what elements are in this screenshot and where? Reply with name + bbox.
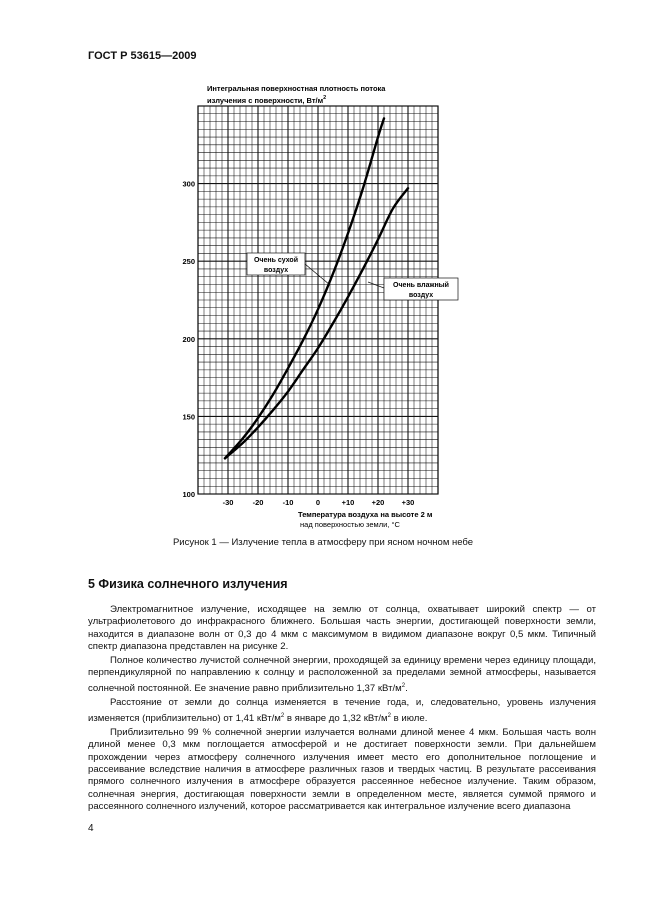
chart-axes xyxy=(182,106,438,507)
x-axis-title-line1: Температура воздуха на высоте 2 м xyxy=(298,510,433,519)
x-tick-label: +10 xyxy=(341,498,355,507)
x-tick-label: -30 xyxy=(222,498,234,507)
y-axis-title-line1: Интегральная поверхностная плотность потока xyxy=(207,84,386,93)
paragraph-1: Электромагнитное излучение, исходящее на землю от солнца, охватывает широкий спектр — от ультрафиолетового до инфракрасного ближнего. Большая часть энергии, достигающей поверхности земли, находится в диапазоне волн от 0,3 до 4 мкм с максимумом в видимом диапазоне вокруг 0,5 мкм. Типичный спектр диапазона представлен на рисунке 2. xyxy=(88,604,596,652)
body-text xyxy=(88,604,596,815)
paragraph-2: Полное количество лучистой солнечной энергии, проходящей за единицу времени через единицу площади, перпендикулярной по направлению к солнцу и расположенной за пределами земной атмосферы, называется солнечной постоянной. Ее значение равно приблизительно 1,37 кВт/$м^2$. xyxy=(88,655,596,694)
chart-series xyxy=(225,118,408,458)
y-tick-label: 300 xyxy=(182,179,195,189)
paragraph-3: Расстояние от земли до солнца изменяется в течение года, и, следовательно, уровень излучения изменяется (приблизительно) от 1,41 кВт/$м^2$ в январе до 1,32 кВт/$м^2$ в июле. xyxy=(88,697,596,724)
annotation-dry-air-line1: Очень сухой xyxy=(253,257,299,264)
y-tick-label: 250 xyxy=(182,257,195,267)
x-tick-label: +20 xyxy=(371,498,385,507)
annotation-humid-air-line2: воздух xyxy=(408,292,434,299)
x-tick-label: -20 xyxy=(252,498,264,507)
x-tick-label: +30 xyxy=(401,498,415,507)
annotation-humid-air xyxy=(368,278,458,300)
section-title: 5 Физика солнечного излучения xyxy=(88,577,288,591)
document-header: ГОСТ Р 53615—2009 xyxy=(88,50,197,62)
figure-caption: Рисунок 1 — Излучение тепла в атмосферу при ясном ночном небе xyxy=(172,537,474,548)
annotation-dry-air-line2: воздух xyxy=(263,267,289,274)
y-axis-title-line2: излучения с поверхности, $Вт/м^2$ xyxy=(207,95,327,105)
page-number: 4 xyxy=(88,823,94,834)
paragraph-4: Приблизительно 99 % солнечной энергии излучается волнами длиной менее 4 мкм. Большая часть волн длиной менее 0,3 мкм поглощается атмосферой и не достигает поверхности земли. При дальнейшем прохождении через атмосферу солнечного излучения имеет место его дополнительное поглощение и рассеивание вследствие наличия в атмосфере различных газов и твердых частиц. В результате рассеивания прямого солнечного излучения в атмосфере образуется рассеянное небесное излучение. Таким образом, солнечная энергия, достигающая поверхности земли в определенном месте, является суммой прямого и рассеянного солнечного излучений, которое рассматривается как интегральное излучение всего диапазона xyxy=(88,727,596,812)
y-tick-label: 100 xyxy=(182,490,195,499)
annotation-humid-air-line1: Очень влажный xyxy=(393,282,449,289)
x-axis-title-line2: над поверхностью земли, °С xyxy=(300,520,400,529)
y-tick-label: 200 xyxy=(182,334,195,344)
x-tick-label: 0 xyxy=(315,498,321,507)
x-tick-label: -10 xyxy=(282,498,294,507)
annotation-humid-air-leader xyxy=(368,282,384,288)
y-tick-label: 150 xyxy=(182,412,195,422)
